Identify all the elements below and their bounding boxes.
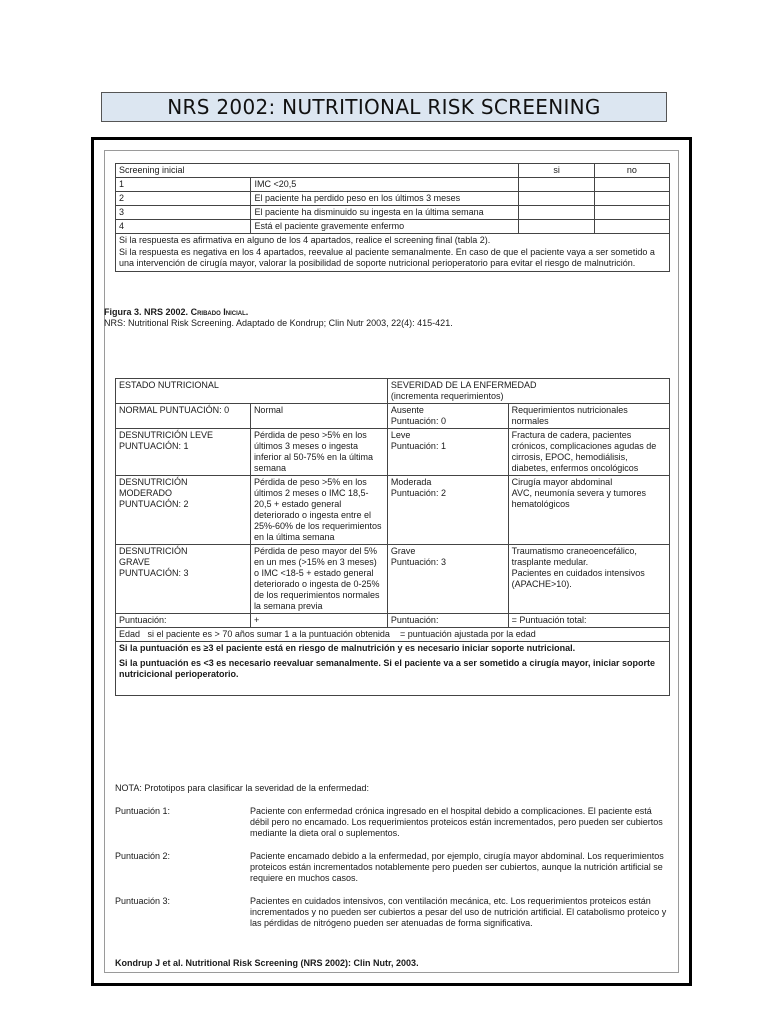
note-text: Paciente con enfermedad crónica ingresado en el hospital debido a complicaciones. El paciente está débil pero no encamado. Los requerimientos proteicos están incrementados, pero pueden ser cubiertos mediante la dieta oral o suplementos. <box>250 806 663 838</box>
table-notes-row <box>116 234 670 272</box>
table-row <box>116 429 670 476</box>
table-row <box>116 404 670 429</box>
score-value-left: + <box>250 614 387 628</box>
figure-title: NRS 2002. <box>144 307 189 317</box>
row-question: IMC <20,5 <box>251 178 519 192</box>
severidad-desc-cell: Cirugía mayor abdominal AVC, neumonía severa y tumores hematológicos <box>508 476 669 545</box>
answer-no-cell <box>594 178 669 192</box>
severidad-cell: Ausente Puntuación: 0 <box>387 404 508 429</box>
estado-desc-cell: Pérdida de peso >5% en los últimos 2 meses o IMC 18,5-20,5 + estado general deteriorado o ingesta entre el 25%-60% de los requerimientos en la última semana <box>250 476 387 545</box>
document-title: NRS 2002: NUTRITIONAL RISK SCREENING <box>101 92 667 122</box>
conclusion-row <box>116 642 670 696</box>
final-screening-table <box>115 378 670 696</box>
note-text: Paciente encamado debido a la enfermedad, por ejemplo, cirugía mayor abdominal. Los requerimientos proteicos están incrementados notablemente pero pueden ser cubiertos, aunque la nutrición artificial se requiere en muchos casos. <box>250 851 664 883</box>
answer-no-cell <box>594 192 669 206</box>
list-item <box>115 896 670 929</box>
note-label: Puntuación 2: <box>115 851 171 861</box>
table-header-row <box>116 379 670 404</box>
table-row <box>116 476 670 545</box>
answer-no-cell <box>594 206 669 220</box>
severidad-cell: Moderada Puntuación: 2 <box>387 476 508 545</box>
severidad-desc-cell: Traumatismo craneoencefálico, trasplante medular. Pacientes en cuidados intensivos (APACHE>10). <box>508 545 669 614</box>
severity-notes <box>115 783 670 929</box>
severidad-desc-cell: Requerimientos nutricionales normales <box>508 404 669 429</box>
header-estado-nutricional: ESTADO NUTRICIONAL <box>116 379 388 404</box>
answer-si-cell <box>519 192 594 206</box>
conclusion-low-risk: Si la puntuación es <3 es necesario reevaluar semanalmente. Si el paciente va a ser sometido a cirugía mayor, iniciar soporte nutricicional perioperatorio. <box>119 658 655 679</box>
note-negative: Si la respuesta es negativa en los 4 apartados, reevalue al paciente semanalmente. En caso de que el paciente vaya a ser sometido a una intervención de cirugía mayor, valorar la posibilidad de soporte nutricional perioperatorio para evitar el riesgo de malnutrición. <box>119 246 655 268</box>
table-row <box>116 178 670 192</box>
severidad-desc-cell: Fractura de cadera, pacientes crónicos, complicaciones agudas de cirrosis, EPOC, hemodiálisis, diabetes, enfermos oncológicos <box>508 429 669 476</box>
header-screening-inicial: Screening inicial <box>116 164 519 178</box>
conclusions <box>116 642 670 696</box>
score-row <box>116 614 670 628</box>
severidad-cell: Leve Puntuación: 1 <box>387 429 508 476</box>
age-row <box>116 628 670 642</box>
note-label: Puntuación 3: <box>115 896 171 906</box>
list-item <box>115 851 670 884</box>
note-label: Puntuación 1: <box>115 806 171 816</box>
header-severidad-title: SEVERIDAD DE LA ENFERMEDAD <box>390 380 537 390</box>
list-item <box>115 806 670 839</box>
figure-label: Figura 3. <box>104 307 142 317</box>
row-question: El paciente ha disminuido su ingesta en la última semana <box>251 206 519 220</box>
reference-citation: Kondrup J et al. Nutritional Risk Screening (NRS 2002): Clin Nutr, 2003. <box>115 958 419 968</box>
estado-desc-cell: Pérdida de peso mayor del 5% en un mes (>15% en 3 meses) o IMC <18-5 + estado general deteriorado o ingesta de 0-25% de los requerimientos normales la semana previa <box>250 545 387 614</box>
header-si: si <box>519 164 594 178</box>
table-header-row <box>116 164 670 178</box>
estado-cell: DESNUTRICIÓN GRAVE PUNTUACIÓN: 3 <box>116 545 251 614</box>
estado-desc-cell: Normal <box>250 404 387 429</box>
note-affirmative: Si la respuesta es afirmativa en alguno de los 4 apartados, realice el screening final (tabla 2). <box>119 235 491 245</box>
answer-si-cell <box>519 178 594 192</box>
estado-cell: NORMAL PUNTUACIÓN: 0 <box>116 404 251 429</box>
age-adjustment: Edad si el paciente es > 70 años sumar 1 a la puntuación obtenida = puntuación ajustada por la edad <box>116 628 670 642</box>
initial-screening-table <box>115 163 670 272</box>
estado-cell: DESNUTRICIÓN LEVE PUNTUACIÓN: 1 <box>116 429 251 476</box>
note-text: Pacientes en cuidados intensivos, con ventilación mecánica, etc. Los requerimientos proteicos están incrementados y no pueden ser cubiertos a pesar del uso de nutrición artificial. El catabolismo proteico y las pérdidas de nitrógeno pueden ser atenuadas de forma significativa. <box>250 896 667 928</box>
row-number: 1 <box>116 178 251 192</box>
table-row <box>116 206 670 220</box>
score-label-left: Puntuación: <box>116 614 251 628</box>
table-row <box>116 220 670 234</box>
header-severidad <box>387 379 669 404</box>
conclusion-high-risk: Si la puntuación es ≥3 el paciente está en riesgo de malnutrición y es necesario iniciar soporte nutricional. <box>119 643 576 653</box>
table-row <box>116 192 670 206</box>
answer-si-cell <box>519 206 594 220</box>
score-label-right: Puntuación: <box>387 614 508 628</box>
figure-caption <box>104 307 674 329</box>
severidad-cell: Grave Puntuación: 3 <box>387 545 508 614</box>
row-question: Está el paciente gravemente enfermo <box>251 220 519 234</box>
table-row <box>116 545 670 614</box>
screening-notes <box>116 234 670 272</box>
score-value-right: = Puntuación total: <box>508 614 669 628</box>
row-number: 2 <box>116 192 251 206</box>
estado-desc-cell: Pérdida de peso >5% en los últimos 3 meses o ingesta inferior al 50-75% en la última semana <box>250 429 387 476</box>
answer-no-cell <box>594 220 669 234</box>
estado-cell: DESNUTRICIÓN MODERADO PUNTUACIÓN: 2 <box>116 476 251 545</box>
header-severidad-subtitle: (incrementa requerimientos) <box>390 391 504 401</box>
row-number: 3 <box>116 206 251 220</box>
figure-subtitle: Cribado Inicial. <box>190 307 249 317</box>
row-question: El paciente ha perdido peso en los últimos 3 meses <box>251 192 519 206</box>
notes-heading: NOTA: Prototipos para clasificar la severidad de la enfermedad: <box>115 783 369 793</box>
figure-source: NRS: Nutritional Risk Screening. Adaptado de Kondrup; Clin Nutr 2003, 22(4): 415-421. <box>104 318 453 328</box>
answer-si-cell <box>519 220 594 234</box>
row-number: 4 <box>116 220 251 234</box>
header-no: no <box>594 164 669 178</box>
